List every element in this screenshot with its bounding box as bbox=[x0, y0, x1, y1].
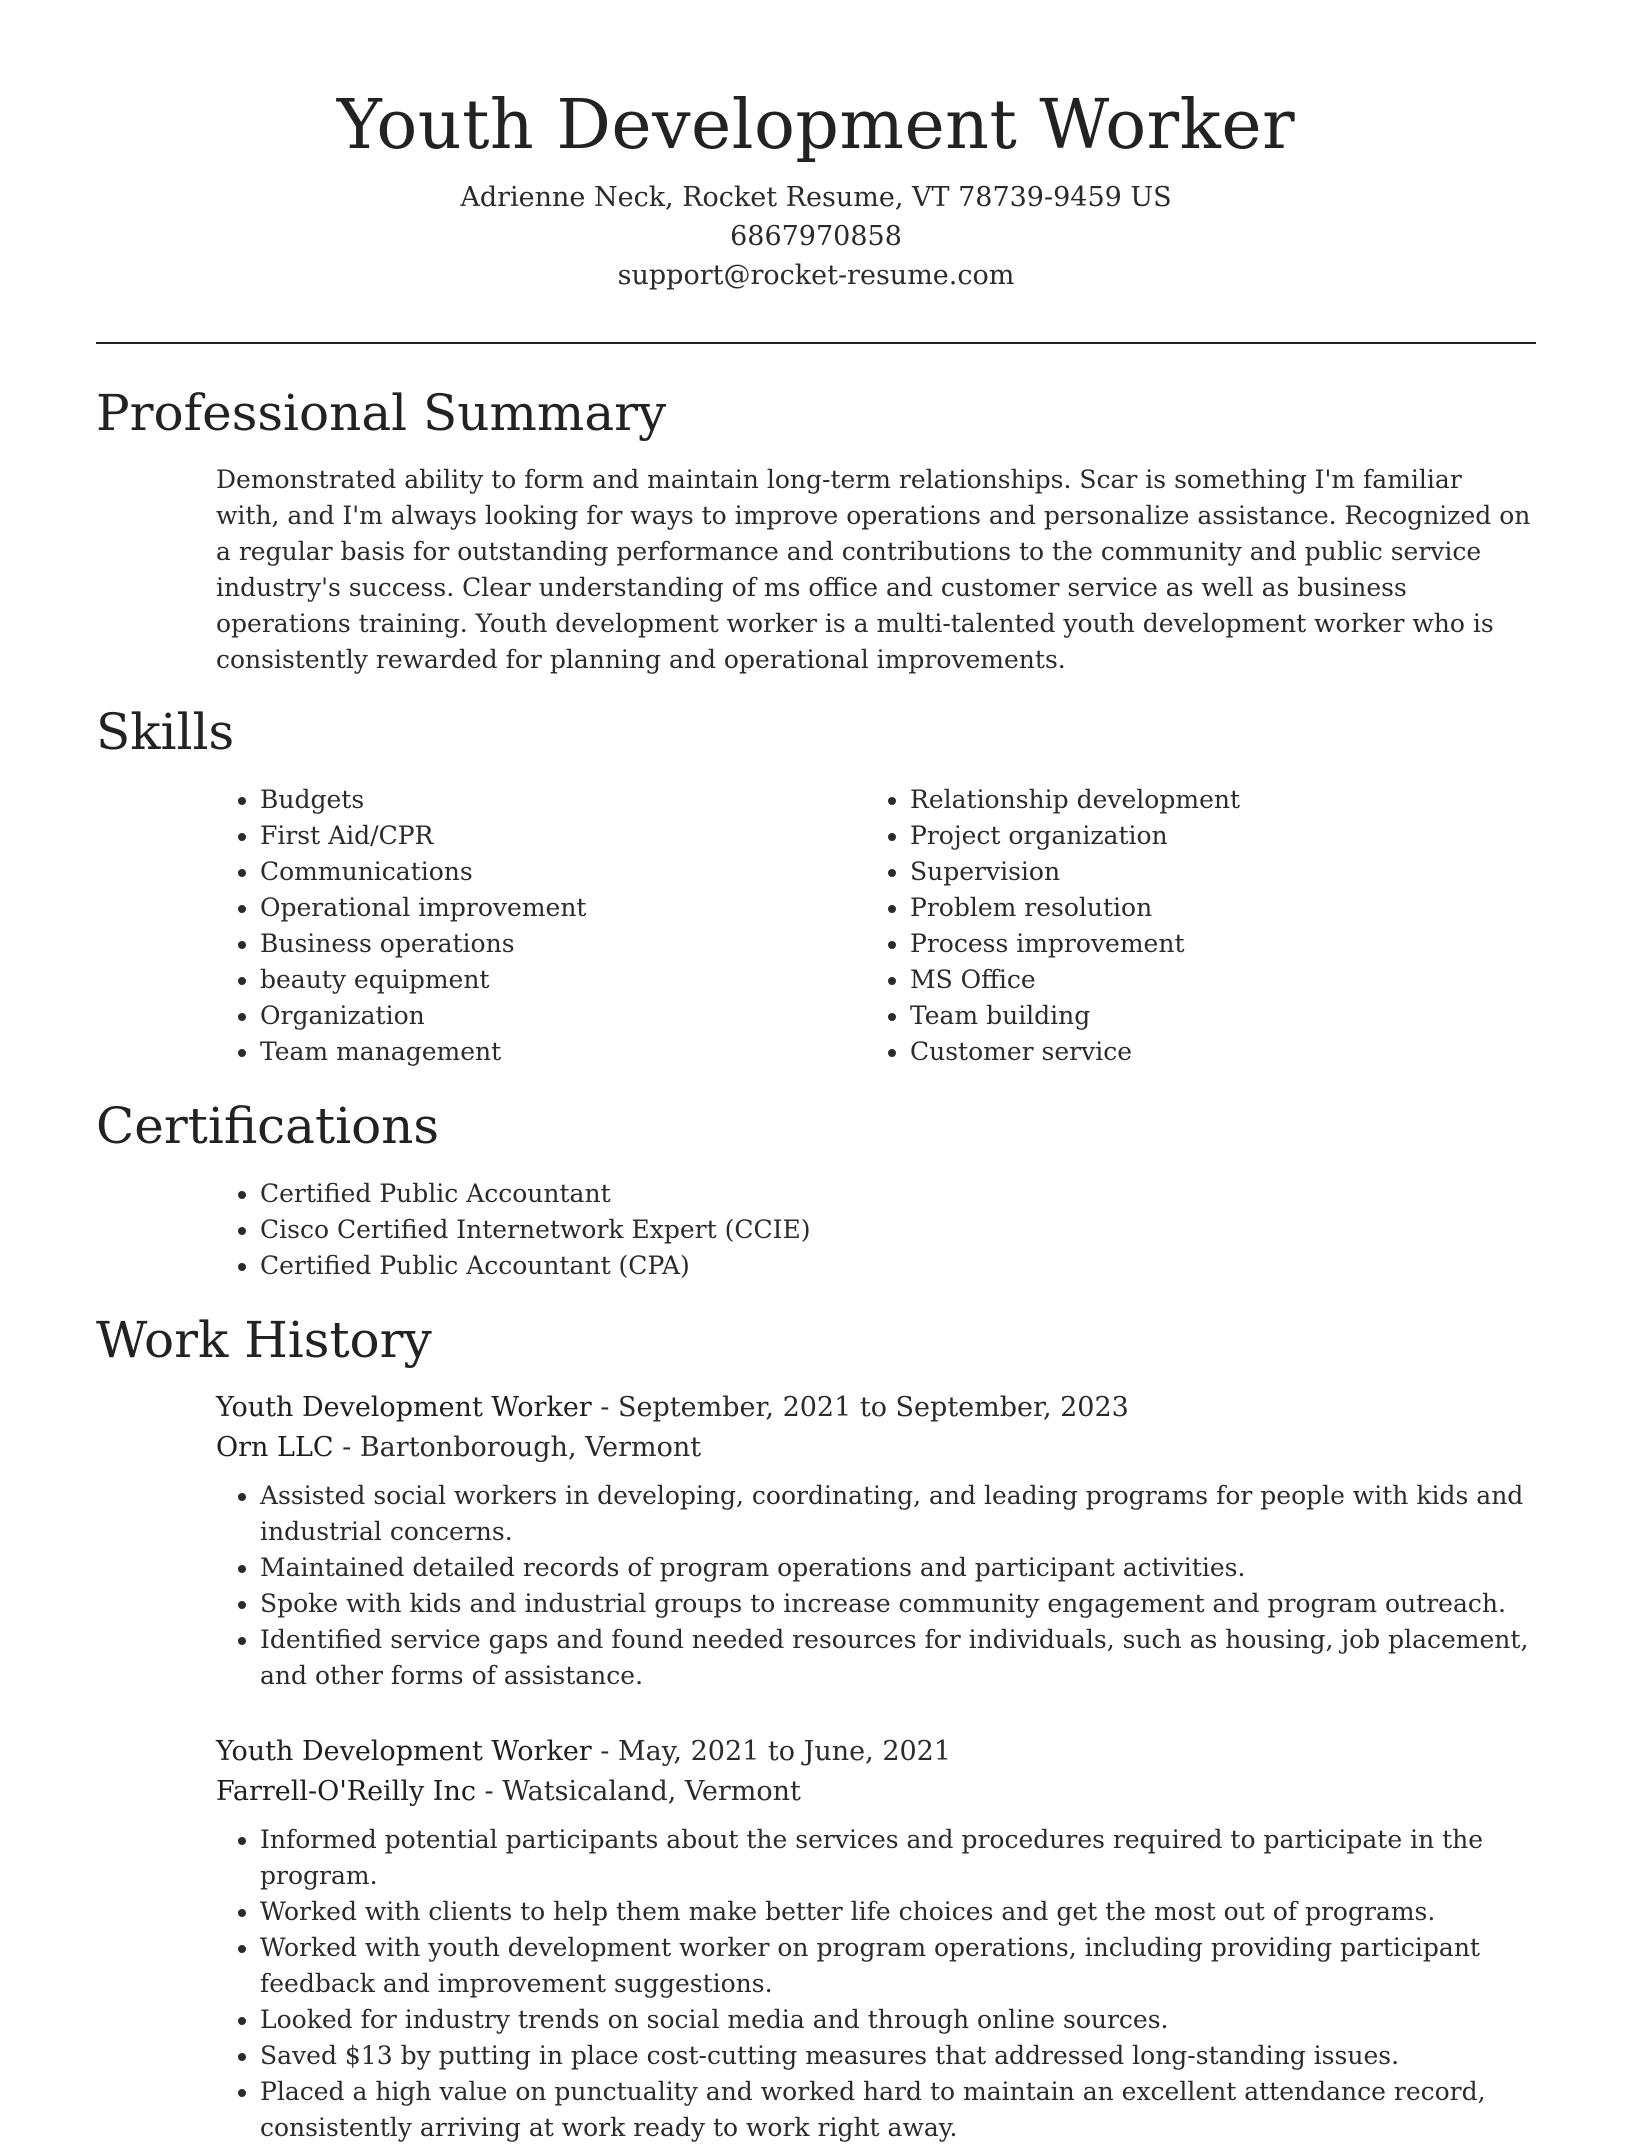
job-dates: May, 2021 to June, 2021 bbox=[618, 1736, 952, 1767]
contact-address: Adrienne Neck, Rocket Resume, VT 78739-9459 US bbox=[460, 182, 1172, 213]
job-duty: • Looked for industry trends on social media and through online sources. bbox=[260, 2002, 1536, 2038]
skill-item: • Communications bbox=[260, 854, 836, 890]
job-title: Youth Development Worker bbox=[216, 1736, 592, 1767]
job-duty: • Worked with clients to help them make better life choices and get the most out of programs. bbox=[260, 1894, 1536, 1930]
job-duties-list bbox=[216, 1822, 1536, 2146]
skill-item: • Team management bbox=[260, 1034, 836, 1070]
job-title-line: Youth Development Worker - September, 2021 to September, 2023 bbox=[216, 1392, 1129, 1423]
job-dates: September, 2021 to September, 2023 bbox=[618, 1392, 1129, 1423]
job-duty: • Worked with youth development worker on program operations, including providing participant feedback and improvement suggestions. bbox=[260, 1930, 1536, 2002]
job-company-line: Farrell-O'Reilly Inc - Watsicaland, Vermont bbox=[216, 1776, 801, 1807]
skill-item: • Team building bbox=[910, 998, 1486, 1034]
certification-item: • Certified Public Accountant bbox=[260, 1176, 1516, 1212]
certification-item: • Cisco Certified Internetwork Expert (CCIE) bbox=[260, 1212, 1516, 1248]
job-title-line: Youth Development Worker - May, 2021 to June, 2021 bbox=[216, 1736, 952, 1767]
job-entry bbox=[216, 1388, 1536, 1694]
job-entry bbox=[216, 1732, 1536, 2146]
skill-item: • Project organization bbox=[910, 818, 1486, 854]
summary-text: Demonstrated ability to form and maintain long-term relationships. Scar is something I'm familiar with, and I'm always looking for ways to improve operations and personalize assistance. Recognized on a regular basis for outstanding performance and contributions to the community and public service industry's success. Clear understanding of ms office and customer service as well as business operations training. Youth development worker is a multi-talented youth development worker who is consistently rewarded for planning and operational improvements. bbox=[216, 465, 1531, 674]
job-location: Bartonborough, Vermont bbox=[359, 1432, 702, 1463]
work-history-heading: Work History bbox=[96, 1311, 432, 1369]
resume-title: Youth Development Worker bbox=[336, 86, 1296, 165]
job-duty: • Informed potential participants about the services and procedures required to participate in the program. bbox=[260, 1822, 1536, 1894]
skills-list-right bbox=[866, 782, 1486, 1070]
header-divider bbox=[96, 342, 1536, 344]
job-location: Watsicaland, Vermont bbox=[502, 1776, 801, 1807]
skill-item: • beauty equipment bbox=[260, 962, 836, 998]
job-duty: • Assisted social workers in developing, coordinating, and leading programs for people with kids and industrial concerns. bbox=[260, 1478, 1536, 1550]
certifications-list bbox=[216, 1176, 1516, 1284]
job-company: Farrell-O'Reilly Inc bbox=[216, 1776, 476, 1807]
skill-item: • Business operations bbox=[260, 926, 836, 962]
skill-item: • Supervision bbox=[910, 854, 1486, 890]
skill-item: • Operational improvement bbox=[260, 890, 836, 926]
job-duty: • Maintained detailed records of program operations and participant activities. bbox=[260, 1550, 1536, 1586]
job-duty: • Spoke with kids and industrial groups to increase community engagement and program outreach. bbox=[260, 1586, 1536, 1622]
certifications-section bbox=[216, 1176, 1516, 1284]
job-duty: • Identified service gaps and found needed resources for individuals, such as housing, job placement, and other forms of assistance. bbox=[260, 1622, 1536, 1694]
job-duty: • Saved $13 by putting in place cost-cutting measures that addressed long-standing issues. bbox=[260, 2038, 1536, 2074]
skill-item: • MS Office bbox=[910, 962, 1486, 998]
skill-item: • Organization bbox=[260, 998, 836, 1034]
skill-item: • Problem resolution bbox=[910, 890, 1486, 926]
job-duties-list bbox=[216, 1478, 1536, 1694]
contact-info bbox=[0, 178, 1632, 295]
contact-email: support@rocket-resume.com bbox=[617, 260, 1015, 291]
skill-item: • Customer service bbox=[910, 1034, 1486, 1070]
job-company-line: Orn LLC - Bartonborough, Vermont bbox=[216, 1432, 702, 1463]
skills-column-right bbox=[866, 782, 1486, 1070]
skill-item: • Process improvement bbox=[910, 926, 1486, 962]
resume-header bbox=[0, 0, 1632, 295]
skill-item: • Budgets bbox=[260, 782, 836, 818]
skills-column-left bbox=[216, 782, 836, 1070]
certification-item: • Certified Public Accountant (CPA) bbox=[260, 1248, 1516, 1284]
skills-list-left bbox=[216, 782, 836, 1070]
summary-heading: Professional Summary bbox=[96, 384, 667, 442]
job-company: Orn LLC bbox=[216, 1432, 334, 1463]
certifications-heading: Certifications bbox=[96, 1097, 440, 1155]
skill-item: • Relationship development bbox=[910, 782, 1486, 818]
skill-item: • First Aid/CPR bbox=[260, 818, 836, 854]
skills-heading: Skills bbox=[96, 703, 235, 761]
job-duty: • Placed a high value on punctuality and worked hard to maintain an excellent attendance record, consistently arriving at work ready to work right away. bbox=[260, 2074, 1536, 2146]
contact-phone: 6867970858 bbox=[730, 221, 902, 252]
job-title: Youth Development Worker bbox=[216, 1392, 592, 1423]
